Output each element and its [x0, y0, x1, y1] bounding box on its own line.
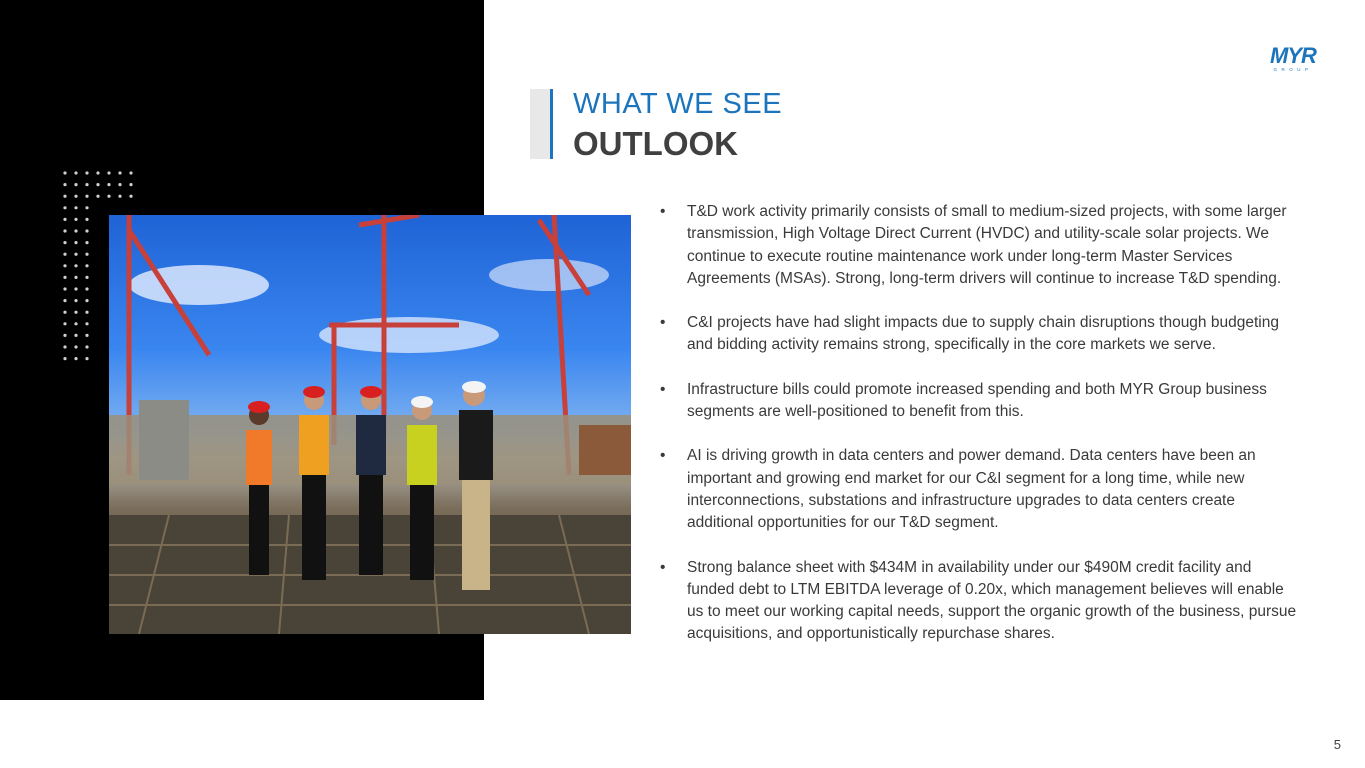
bullet-icon: • [660, 558, 666, 576]
svg-text:MYR: MYR [1270, 44, 1316, 68]
bullet-text: Strong balance sheet with $434M in availability under our $490M credit facility and funded debt to LTM EBITDA leverage of 0.20x, which management believes will enable us to meet our working capital needs, support the organic growth of the business, pursue acquisitions, and opportunistically repurchase shares. [687, 558, 1297, 643]
bullet-text: AI is driving growth in data centers and power demand. Data centers have been an important and growing end market for our C&I segment for a long time, while new interconnections, substations and infrastructure upgrades to data centers create additional opportunities for our T&D segment. [687, 447, 1256, 532]
list-item [660, 201, 1300, 290]
list-item [660, 445, 1300, 534]
bullet-icon: • [660, 380, 666, 398]
bullet-text: Infrastructure bills could promote increased spending and both MYR Group business segments are well-positioned to benefit from this. [687, 380, 1267, 421]
bullet-icon: • [660, 203, 666, 220]
page-number: 5 [1333, 737, 1341, 752]
construction-site-photo [109, 215, 631, 634]
list-item [660, 312, 1300, 357]
outlook-bullet-list [660, 201, 1300, 668]
myr-group-logo [1262, 44, 1324, 72]
slide-title: OUTLOOK [573, 125, 738, 162]
bullet-text: T&D work activity primarily consists of small to medium-sized projects, with some larger transmission, High Voltage Direct Current (HVDC) and utility-scale solar projects. We continue to execute routine maintenance work under long-term Master Services Agreements (MSAs). Strong, long-term drivers will continue to increase T&D spending. [687, 203, 1287, 287]
bullet-icon: • [660, 314, 666, 332]
title-accent-bar [530, 89, 552, 159]
list-item [660, 557, 1300, 646]
bullet-icon: • [660, 447, 666, 465]
title-accent-line [550, 89, 553, 159]
svg-text:GROUP: GROUP [1273, 67, 1313, 72]
bullet-text: C&I projects have had slight impacts due to supply chain disruptions though budgeting and bidding activity remains strong, specifically in the core markets we serve. [687, 314, 1279, 354]
list-item [660, 379, 1300, 424]
slide-section-title: WHAT WE SEE [573, 88, 783, 120]
